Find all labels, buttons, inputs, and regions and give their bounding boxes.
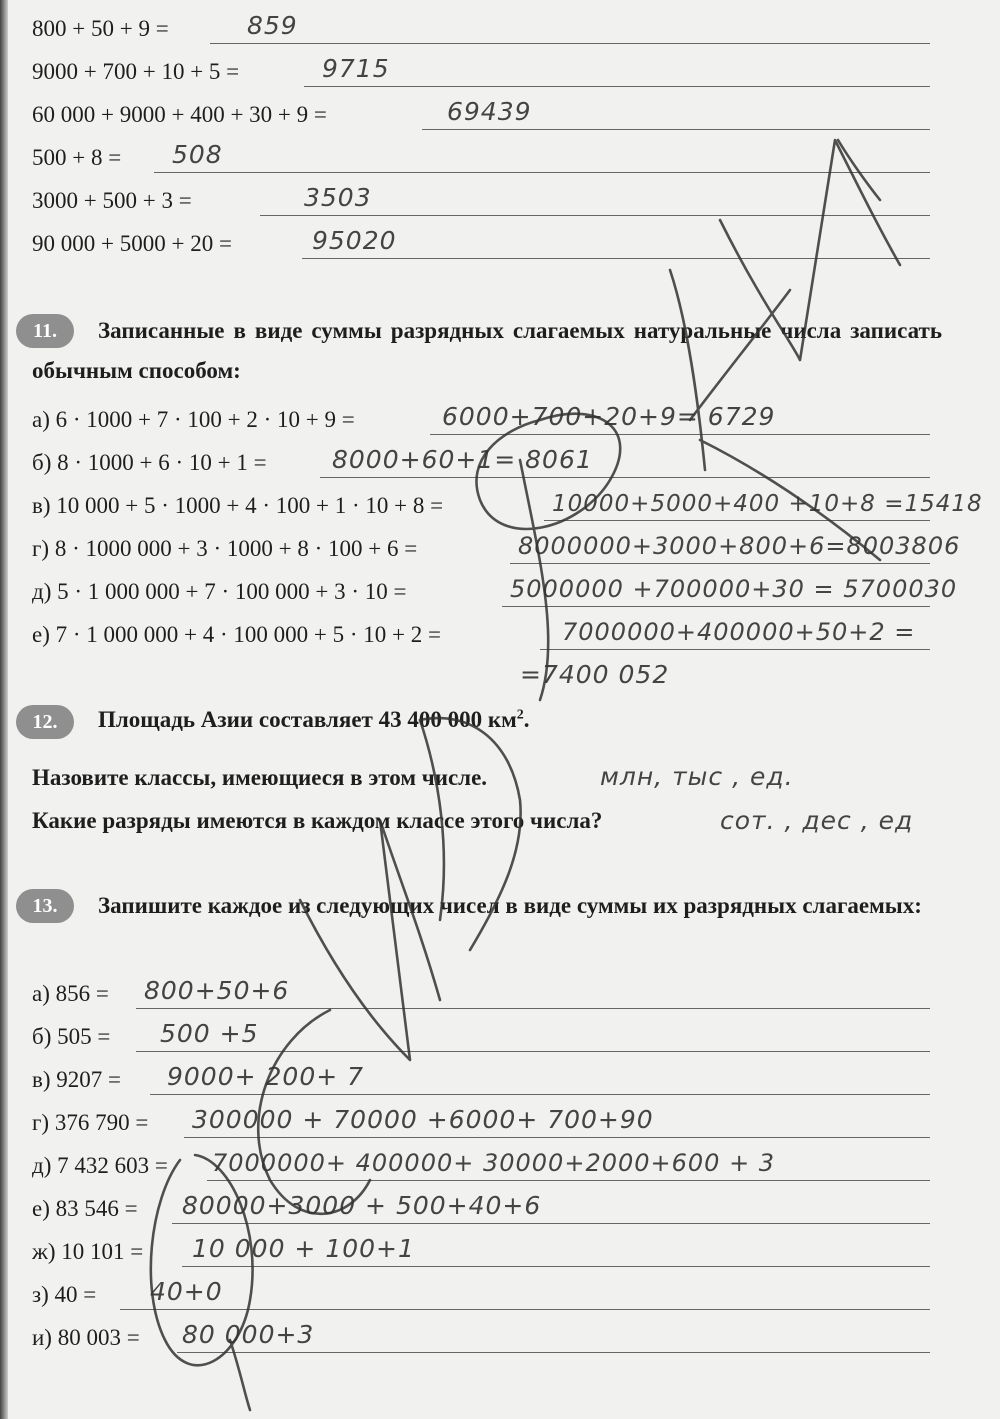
handwritten-answer: 8000+60+1= 8061: [332, 445, 593, 474]
handwritten-answer: сот. , дес , ед: [720, 806, 914, 835]
answer-line: [177, 1352, 930, 1353]
exercise-expression: д) 7 432 603 =: [32, 1153, 168, 1178]
exercise-row: [32, 141, 930, 175]
exercise-expression: а) 856 =: [32, 981, 109, 1006]
answer-line: [502, 606, 930, 607]
handwritten-answer: 508: [172, 140, 223, 169]
exercise-expression: г) 8 · 1000 000 + 3 · 1000 + 8 · 100 + 6 =: [32, 536, 418, 561]
exercise-row: [32, 977, 930, 1011]
handwritten-answer-continuation: =7400 052: [520, 660, 670, 689]
task-instruction: [98, 707, 530, 733]
handwritten-answer: 10000+5000+400 +10+8 =15418: [552, 491, 983, 517]
exercise-row: [32, 98, 930, 132]
exercise-expression: б) 8 · 1000 + 6 · 10 + 1 =: [32, 450, 267, 475]
handwritten-answer: 10 000 + 100+1: [192, 1234, 415, 1263]
handwritten-answer: 7000000+400000+50+2 =: [562, 618, 916, 646]
exercise-row: [32, 1063, 930, 1097]
answer-line: [540, 649, 930, 650]
exercise-row: [32, 618, 930, 652]
exercise-expression: в) 10 000 + 5 · 1000 + 4 · 100 + 1 · 10 + 8 =: [32, 493, 444, 518]
task-number-badge: 13.: [16, 889, 74, 923]
task-instruction: [32, 311, 942, 391]
handwritten-answer: 7000000+ 400000+ 30000+2000+600 + 3: [212, 1149, 776, 1177]
answer-line: [302, 258, 930, 259]
exercise-row: [32, 489, 983, 523]
exercise-row: [32, 12, 930, 46]
exercise-row: [32, 1278, 930, 1312]
answer-line: [182, 1266, 930, 1267]
answer-line: [136, 1051, 930, 1052]
handwritten-answer: 300000 + 70000 +6000+ 700+90: [192, 1105, 654, 1134]
exercise-expression: 90 000 + 5000 + 20 =: [32, 231, 232, 256]
answer-line: [136, 1008, 930, 1009]
handwritten-answer: 9000+ 200+ 7: [167, 1062, 365, 1091]
exercise-row: [32, 1106, 930, 1140]
exercise-row: [32, 55, 930, 89]
exercise-expression: е) 83 546 =: [32, 1196, 138, 1221]
exercise-expression: 3000 + 500 + 3 =: [32, 188, 192, 213]
handwritten-answer: 859: [247, 11, 298, 40]
question-digits: Какие разряды имеются в каждом классе этого числа?: [32, 808, 603, 833]
handwritten-answer: 69439: [447, 97, 532, 126]
handwritten-answer: 5000000 +700000+30 = 5700030: [510, 575, 958, 603]
exercise-row: [32, 532, 961, 566]
answer-line: [120, 1309, 930, 1310]
answer-line: [207, 1180, 930, 1181]
answer-line: [304, 86, 930, 87]
task-number-badge: 11.: [16, 314, 74, 348]
handwritten-answer: 80000+3000 + 500+40+6: [182, 1191, 542, 1220]
answer-line: [430, 434, 930, 435]
handwritten-answer: 500 +5: [160, 1019, 259, 1048]
answer-line: [184, 1137, 930, 1138]
exercise-expression: ж) 10 101 =: [32, 1239, 144, 1264]
handwritten-answer: 3503: [304, 183, 372, 212]
superscript: 2: [516, 707, 524, 723]
task-instruction-text: Площадь Азии составляет 43 400 000 км: [98, 707, 517, 732]
handwritten-answer: 95020: [312, 226, 397, 255]
exercise-row: [32, 1149, 930, 1183]
task-instruction-text: Запишите каждое из следующих чисел в виде суммы их разрядных слагаемых:: [98, 893, 922, 918]
question-classes: Назовите классы, имеющиеся в этом числе.: [32, 765, 488, 790]
exercise-expression: а) 6 · 1000 + 7 · 100 + 2 · 10 + 9 =: [32, 407, 355, 432]
exercise-expression: 500 + 8 =: [32, 145, 122, 170]
handwritten-answer: млн, тыс , ед.: [600, 762, 794, 791]
task-instruction-end: .: [523, 707, 530, 732]
handwritten-answer: 40+0: [150, 1277, 223, 1306]
exercise-expression: б) 505 =: [32, 1024, 111, 1049]
exercise-expression: д) 5 · 1 000 000 + 7 · 100 000 + 3 · 10 =: [32, 579, 407, 604]
answer-line: [150, 1094, 930, 1095]
handwritten-answer: 800+50+6: [144, 976, 290, 1005]
handwritten-answer: 80 000+3: [182, 1320, 315, 1349]
exercise-expression: г) 376 790 =: [32, 1110, 149, 1135]
exercise-row: [32, 446, 930, 480]
handwritten-answer: 9715: [322, 54, 390, 83]
handwritten-answer: 6000+700+20+9= 6729: [442, 402, 776, 431]
answer-line: [260, 215, 930, 216]
exercise-expression: и) 80 003 =: [32, 1325, 140, 1350]
answer-line: [544, 520, 930, 521]
answer-line: [422, 129, 930, 130]
answer-line: [210, 43, 930, 44]
exercise-expression: 60 000 + 9000 + 400 + 30 + 9 =: [32, 102, 327, 127]
exercise-row: [32, 227, 930, 261]
task-instruction-text: Записанные в виде суммы разрядных слагаемых натуральные числа записать обычным способом:: [32, 318, 942, 383]
handwritten-answer: 8000000+3000+800+6=8003806: [518, 532, 961, 560]
exercise-row: [32, 1192, 930, 1226]
exercise-expression: 9000 + 700 + 10 + 5 =: [32, 59, 240, 84]
exercise-row: [32, 403, 930, 437]
answer-line: [172, 1223, 930, 1224]
exercise-row: [32, 1235, 930, 1269]
exercise-expression: е) 7 · 1 000 000 + 4 · 100 000 + 5 · 10 + 2 =: [32, 622, 441, 647]
exercise-row: [32, 1020, 930, 1054]
task-instruction: [32, 886, 942, 926]
exercise-expression: в) 9207 =: [32, 1067, 121, 1092]
exercise-row: [32, 184, 930, 218]
exercise-expression: 800 + 50 + 9 =: [32, 16, 169, 41]
answer-line: [320, 477, 930, 478]
task-number-badge: 12.: [16, 705, 74, 739]
answer-line: [154, 172, 930, 173]
exercise-row: [32, 575, 958, 609]
page-binding-edge: [0, 0, 8, 1419]
exercise-row: [32, 1321, 930, 1355]
exercise-expression: з) 40 =: [32, 1282, 97, 1307]
answer-line: [510, 563, 930, 564]
